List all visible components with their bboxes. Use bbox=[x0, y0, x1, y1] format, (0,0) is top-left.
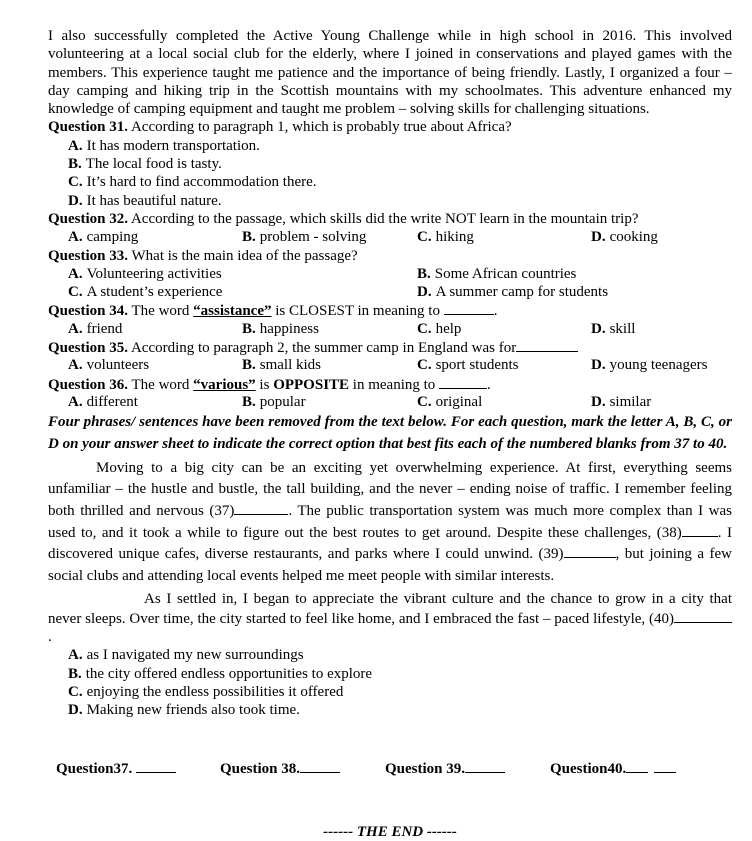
question-34-post: is CLOSEST in meaning to bbox=[271, 303, 444, 320]
q31-option-a-text: It has modern transportation. bbox=[86, 137, 260, 154]
answer-38-blank[interactable] bbox=[300, 759, 340, 773]
cloze-passage bbox=[48, 458, 732, 646]
q36-option-c[interactable] bbox=[417, 393, 482, 411]
q35-option-a[interactable] bbox=[68, 356, 149, 374]
gap-option-c-text: enjoying the endless possibilities it offered bbox=[86, 683, 344, 700]
section-instruction: Four phrases/ sentences have been removed from the text below. For each question, mark the letter A, B, C, or D on your answer sheet to indicate the correct option that best fits each of the numbered blanks from 37 to 40. bbox=[48, 414, 732, 452]
q36-option-a[interactable] bbox=[68, 393, 138, 411]
question-34 bbox=[48, 301, 732, 319]
question-36-pre: The word bbox=[131, 376, 194, 393]
q32-option-c-letter: C. bbox=[417, 229, 432, 246]
q31-option-b-text: The local food is tasty. bbox=[85, 156, 222, 173]
q34-option-a-letter: A. bbox=[68, 320, 83, 337]
gap-39-blank bbox=[564, 544, 616, 558]
q31-option-c[interactable] bbox=[48, 173, 732, 191]
q34-option-d-letter: D. bbox=[591, 320, 606, 337]
question-34-tail: . bbox=[493, 303, 498, 320]
q31-option-c-text: It’s hard to find accommodation there. bbox=[86, 174, 317, 191]
q31-option-b-letter: B. bbox=[68, 156, 82, 173]
q35-option-c-text: sport students bbox=[435, 357, 519, 374]
question-33-text: What is the main idea of the passage? bbox=[131, 247, 358, 264]
answer-39-label: Question 39. bbox=[385, 761, 466, 777]
q31-option-a-letter: A. bbox=[68, 137, 83, 154]
answer-37-label: Question37. bbox=[56, 761, 133, 777]
gap-option-d-letter: D. bbox=[68, 702, 83, 719]
question-33 bbox=[48, 247, 732, 265]
passage-p2-part-b: . bbox=[48, 628, 52, 645]
question-35 bbox=[48, 338, 732, 356]
q34-option-c-letter: C. bbox=[417, 320, 432, 337]
q33-option-c[interactable] bbox=[68, 283, 222, 301]
answer-line bbox=[48, 759, 732, 779]
question-34-blank bbox=[444, 301, 494, 315]
answer-40-label: Question40. bbox=[550, 761, 627, 777]
passage-paragraph-2 bbox=[48, 590, 732, 646]
question-34-pre: The word bbox=[131, 303, 194, 320]
q32-option-d[interactable] bbox=[591, 228, 658, 246]
q32-option-c[interactable] bbox=[417, 228, 474, 246]
q36-option-a-letter: A. bbox=[68, 393, 83, 410]
passage-p2-part-a: As I settled in, I began to appreciate the vibrant culture and the chance to grow in a city that never sleeps. Over time, the city started to feel like home, and I embraced the fast – paced lifestyle, (40) bbox=[48, 591, 732, 627]
question-35-label: Question 35. bbox=[48, 340, 129, 357]
gap-option-d[interactable] bbox=[48, 701, 732, 719]
question-34-label: Question 34. bbox=[48, 303, 129, 320]
q32-option-d-text: cooking bbox=[609, 229, 658, 246]
q32-option-a-text: camping bbox=[86, 229, 139, 246]
question-35-blank bbox=[516, 338, 578, 352]
q35-option-b-letter: B. bbox=[242, 357, 256, 374]
q35-option-b[interactable] bbox=[242, 356, 321, 374]
q33-option-c-text: A student’s experience bbox=[86, 284, 223, 301]
q36-option-d[interactable] bbox=[591, 393, 651, 411]
q33-option-d-letter: D. bbox=[417, 284, 432, 301]
question-32-label: Question 32. bbox=[48, 210, 129, 227]
question-32 bbox=[48, 210, 732, 228]
q36-option-d-letter: D. bbox=[591, 393, 606, 410]
question-33-label: Question 33. bbox=[48, 247, 129, 264]
q34-option-c-text: help bbox=[435, 320, 462, 337]
q31-option-d-text: It has beautiful nature. bbox=[86, 192, 222, 209]
q36-option-b-letter: B. bbox=[242, 393, 256, 410]
question-36-emphasis: OPPOSITE bbox=[273, 376, 350, 393]
q33-option-b[interactable] bbox=[417, 265, 576, 283]
q33-options-row-2 bbox=[48, 283, 732, 301]
q33-option-a-text: Volunteering activities bbox=[86, 265, 222, 282]
q36-option-a-text: different bbox=[86, 393, 138, 410]
q32-option-d-letter: D. bbox=[591, 229, 606, 246]
the-end-footer: ------ THE END ------ bbox=[323, 824, 457, 840]
q35-option-c[interactable] bbox=[417, 356, 519, 374]
q35-option-a-text: volunteers bbox=[86, 357, 150, 374]
q33-option-d[interactable] bbox=[417, 283, 608, 301]
gap-option-c[interactable] bbox=[48, 683, 732, 701]
answer-37-blank[interactable] bbox=[136, 759, 176, 773]
gap-option-a[interactable] bbox=[48, 646, 732, 664]
q33-option-c-letter: C. bbox=[68, 284, 83, 301]
question-36-blank bbox=[439, 375, 487, 389]
q35-options-row bbox=[48, 356, 732, 374]
answer-37[interactable] bbox=[56, 759, 176, 778]
q33-option-d-text: A summer camp for students bbox=[435, 284, 609, 301]
q35-option-b-text: small kids bbox=[259, 357, 322, 374]
q32-option-b[interactable] bbox=[242, 228, 366, 246]
q31-option-b[interactable] bbox=[48, 155, 732, 173]
q34-option-b-letter: B. bbox=[242, 320, 256, 337]
question-36-post: is bbox=[255, 376, 274, 393]
q34-option-b-text: happiness bbox=[259, 320, 319, 337]
gap-40-blank bbox=[674, 609, 732, 623]
q32-option-c-text: hiking bbox=[435, 229, 474, 246]
q36-option-c-text: original bbox=[435, 393, 483, 410]
gap-option-b-letter: B. bbox=[68, 665, 82, 682]
q34-option-d[interactable] bbox=[591, 320, 635, 338]
answer-40-blank-1[interactable] bbox=[626, 759, 648, 773]
answer-40[interactable] bbox=[550, 759, 676, 778]
q34-option-b[interactable] bbox=[242, 320, 319, 338]
passage-p1-part-a: Moving to a big city can be an exciting yet overwhelming experience. At first, everything seems unfamiliar – the hustle and bustle, the tall building, and the never – ending noise of traffic. I remember feeling both thrilled and nervous (37) bbox=[48, 459, 732, 520]
q35-option-d-text: young teenagers bbox=[609, 357, 708, 374]
gap-option-a-text: as I navigated my new surroundings bbox=[86, 647, 304, 664]
q33-options-row-1 bbox=[48, 265, 732, 283]
answer-38[interactable] bbox=[220, 759, 340, 778]
question-36-keyword: “various” bbox=[193, 376, 256, 393]
q34-option-a[interactable] bbox=[68, 320, 122, 338]
q35-option-c-letter: C. bbox=[417, 357, 432, 374]
question-36-tail: . bbox=[487, 376, 491, 393]
answer-40-blank-2[interactable] bbox=[654, 759, 676, 773]
exam-page bbox=[48, 27, 733, 840]
q34-option-d-text: skill bbox=[609, 320, 636, 337]
q31-option-d-letter: D. bbox=[68, 192, 83, 209]
q34-option-c[interactable] bbox=[417, 320, 461, 338]
question-31-label: Question 31. bbox=[48, 119, 129, 136]
intro-paragraph-block bbox=[48, 27, 732, 118]
answer-38-label: Question 38. bbox=[220, 761, 301, 777]
question-35-text: According to paragraph 2, the summer camp in England was for bbox=[130, 340, 517, 357]
question-36 bbox=[48, 375, 732, 393]
intro-paragraph: I also successfully completed the Active Young Challenge while in high school in 2016. This involved volunteering at a local social club for the elderly, where I joined in conservations and played games with the members. This experience taught me patience and the importance of being friendly. Lastly, I organized a four – day camping and hiking trip in the Scottish mountains with my schoolmates. This adventure enhanced my knowledge of camping equipment and taught me problem – solving skills for challenging situations. bbox=[48, 28, 732, 118]
passage-paragraph-1 bbox=[48, 458, 732, 588]
gap-option-d-text: Making new friends also took time. bbox=[86, 702, 300, 719]
q33-option-b-letter: B. bbox=[417, 265, 431, 282]
q31-option-c-letter: C. bbox=[68, 174, 83, 191]
q33-option-b-text: Some African countries bbox=[434, 265, 577, 282]
gap-option-b-text: the city offered endless opportunities to explore bbox=[85, 665, 373, 682]
q32-option-b-text: problem - solving bbox=[259, 229, 367, 246]
question-36-label: Question 36. bbox=[48, 376, 129, 393]
question-32-text: According to the passage, which skills did the write NOT learn in the mountain trip? bbox=[130, 210, 639, 227]
q32-options-row bbox=[48, 228, 732, 246]
passage-p1-part-b: . The public transportation system was much more complex than I was used to, and it took a while to figure out the best routes to get around. Despite these challenges, (38) bbox=[48, 503, 732, 541]
question-34-keyword: “assistance” bbox=[193, 303, 272, 320]
answer-39-blank[interactable] bbox=[465, 759, 505, 773]
gap-option-a-letter: A. bbox=[68, 647, 83, 664]
gap-option-c-letter: C. bbox=[68, 683, 83, 700]
q36-option-c-letter: C. bbox=[417, 393, 432, 410]
gap-option-b[interactable] bbox=[48, 665, 732, 683]
q31-option-d[interactable] bbox=[48, 192, 732, 210]
q32-option-a-letter: A. bbox=[68, 229, 83, 246]
q36-options-row bbox=[48, 393, 732, 411]
q31-option-a[interactable] bbox=[48, 137, 732, 155]
q35-option-d-letter: D. bbox=[591, 357, 606, 374]
question-36-post2: in meaning to bbox=[349, 376, 440, 393]
q33-option-a[interactable] bbox=[68, 265, 222, 283]
q35-option-a-letter: A. bbox=[68, 357, 83, 374]
q34-option-a-text: friend bbox=[86, 320, 123, 337]
q32-option-a[interactable] bbox=[68, 228, 138, 246]
passage-p1-part-d: , but joining a few social clubs and attending local events helped me meet people with similar interests. bbox=[48, 546, 732, 584]
q35-option-d[interactable] bbox=[591, 356, 707, 374]
q36-option-d-text: similar bbox=[609, 393, 652, 410]
q36-option-b-text: popular bbox=[259, 393, 306, 410]
gap-38-blank bbox=[682, 523, 718, 537]
q33-option-a-letter: A. bbox=[68, 265, 83, 282]
question-31-text: According to paragraph 1, which is probably true about Africa? bbox=[130, 119, 512, 136]
q34-options-row bbox=[48, 320, 732, 338]
answer-39[interactable] bbox=[385, 759, 505, 778]
gap-37-blank bbox=[234, 501, 288, 515]
passage-p1-part-c: . I discovered unique cafes, diverse restaurants, and parks where I could unwind. (39) bbox=[48, 524, 733, 563]
q32-option-b-letter: B. bbox=[242, 229, 256, 246]
q36-option-b[interactable] bbox=[242, 393, 306, 411]
question-31 bbox=[48, 118, 732, 136]
